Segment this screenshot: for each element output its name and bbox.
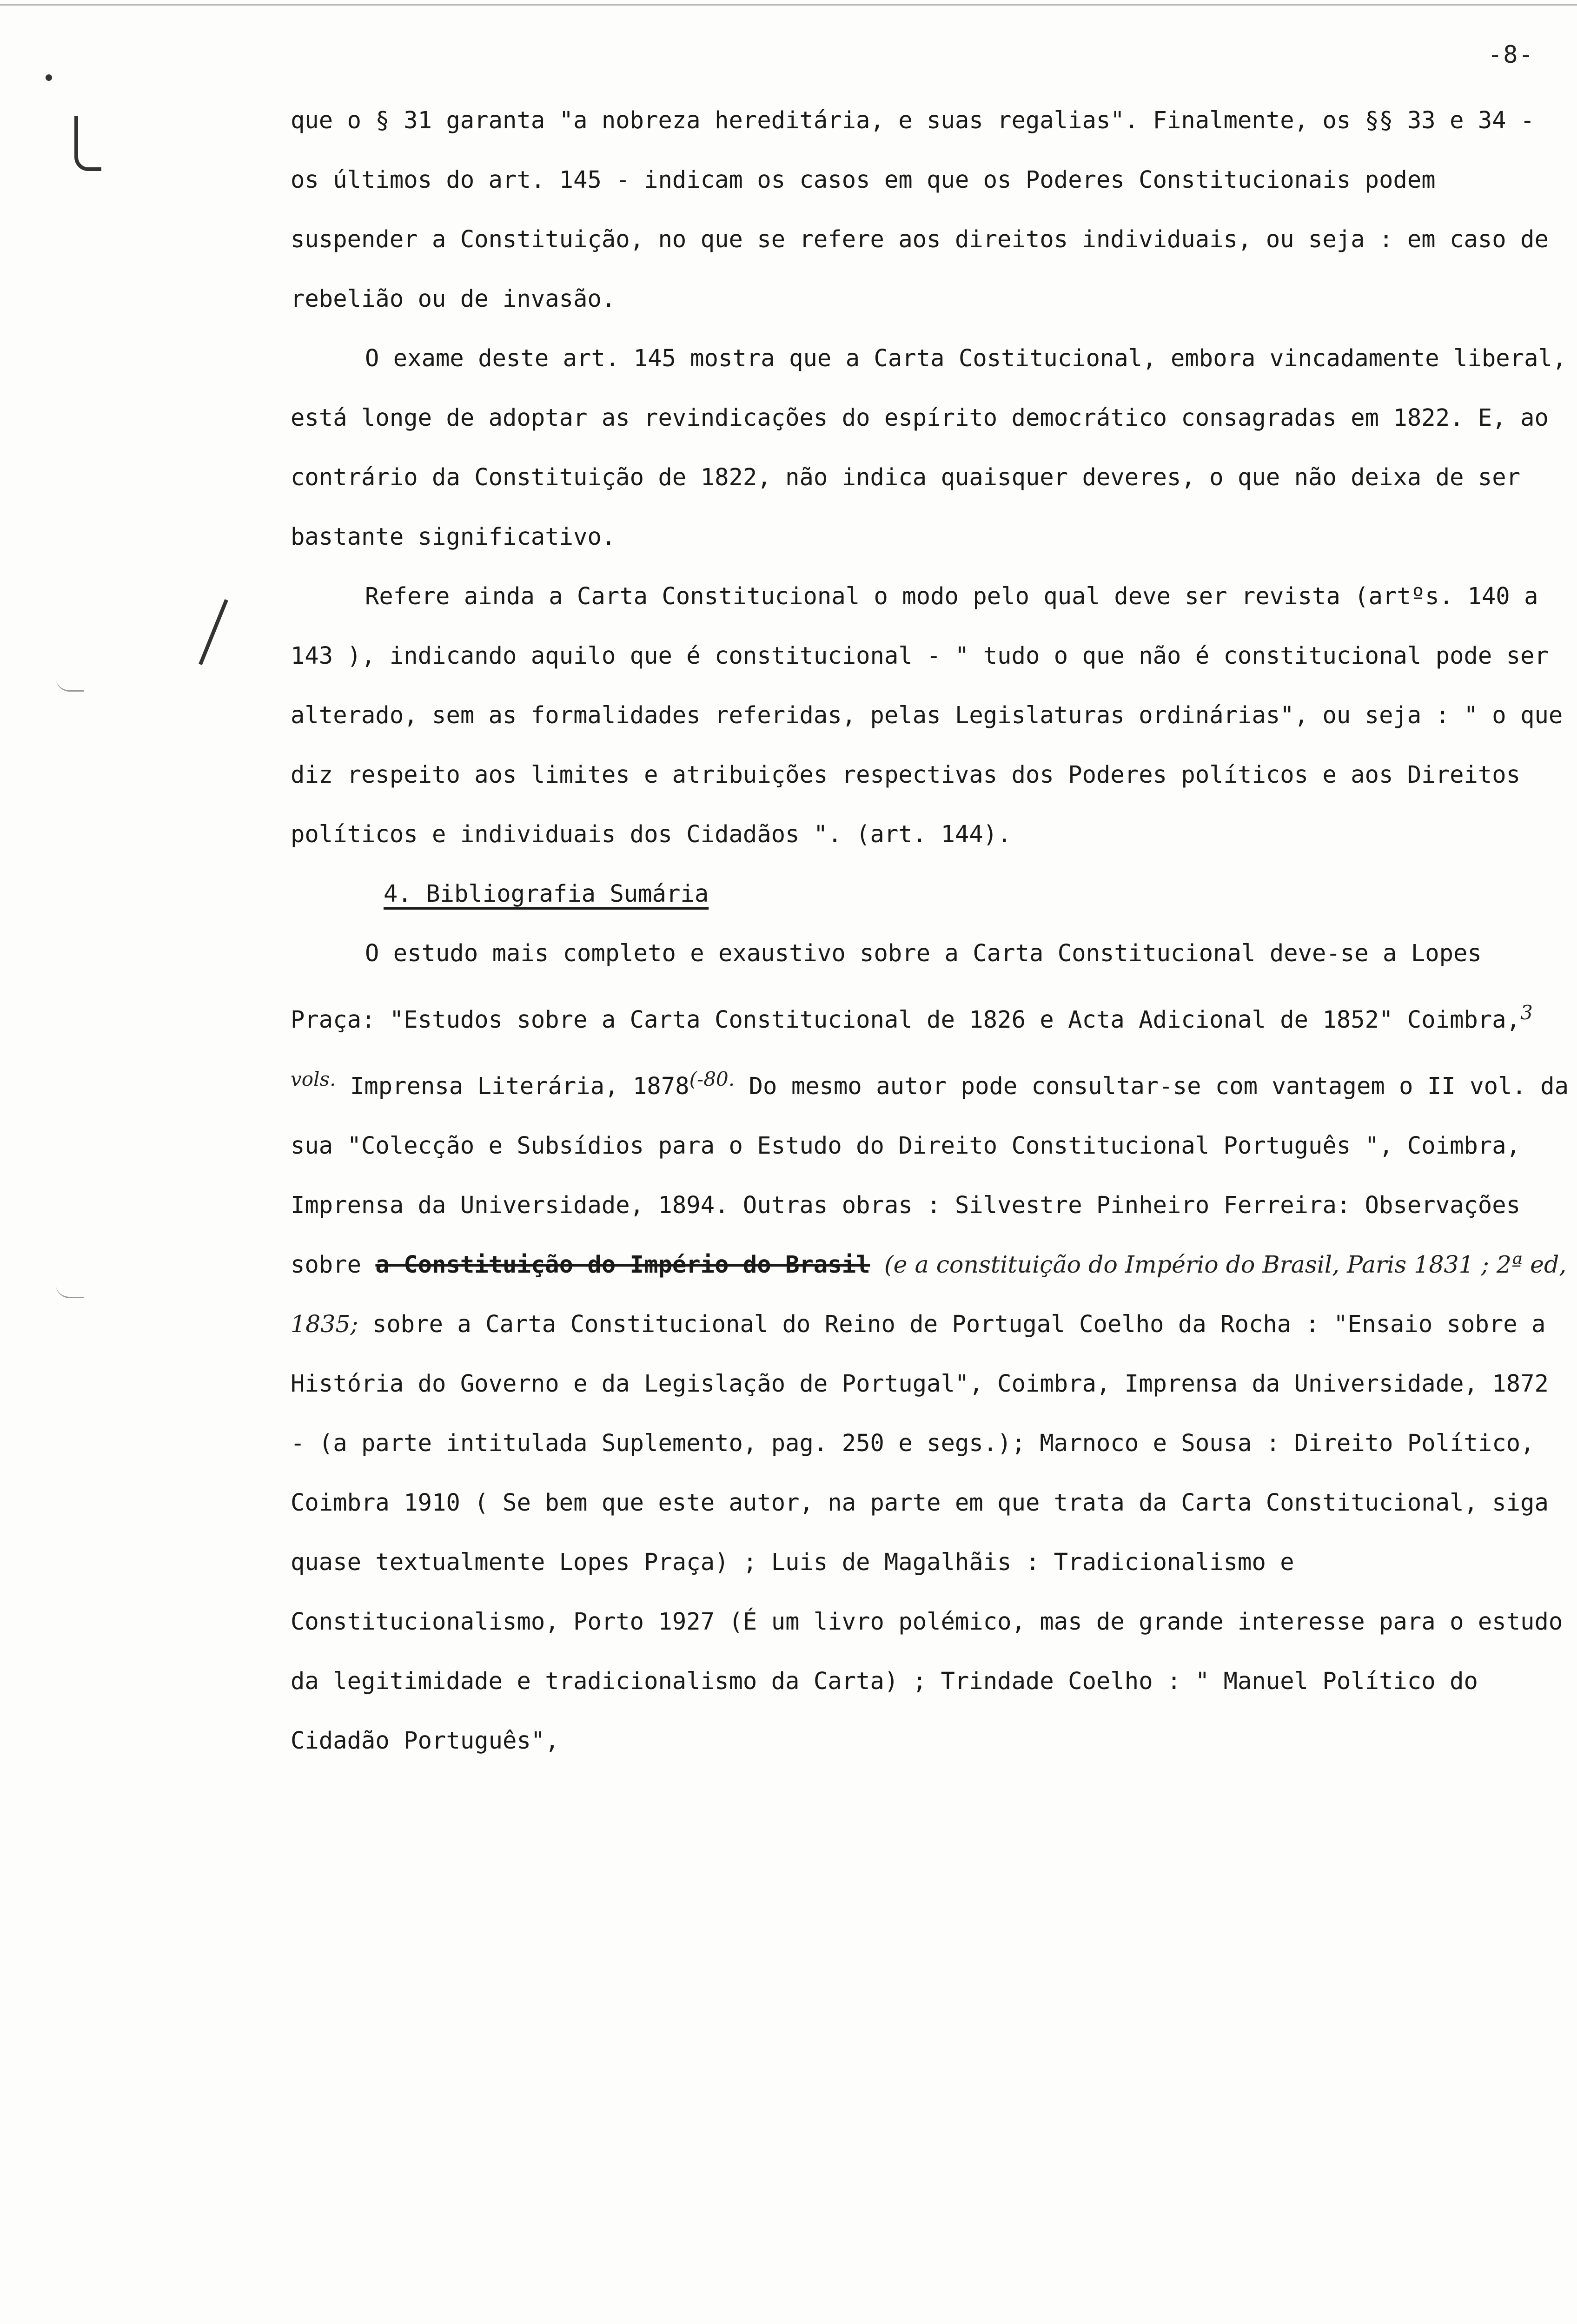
document-body (291, 91, 1574, 1770)
page-number: -8- (1488, 41, 1534, 69)
margin-mark (199, 599, 228, 665)
handwritten-insert: (-80. (689, 1067, 735, 1090)
bibliography-paragraph: O estudo mais completo e exaustivo sobre a Carta Constitucional deve-se a Lopes Praça: "Estudos sobre a Carta Constitucional de 1826 e Acta Adicional de 1852" Coimbra,$^{3 vols.}$ Imprensa Literária, $1878^{(-80.}$ Do mesmo autor pode consultar-se com vantagem o II vol. da sua "Colecção e Subsídios para o Estudo do Direito Constitucional Português ", Coimbra, Imprensa da Universidade, 1894. Outras obras : Silvestre Pinheiro Ferreira: Observações sobre a Constituição do Império do Brasil (e a constituição do Império do Brasil, Paris 1831 ; 2ª ed, 1835; sobre a Carta Constitucional do Reino de Portugal Coelho da Rocha : "Ensaio sobre a História do Governo e da Legislação de Portugal", Coimbra, Imprensa da Universidade, 1872 - (a parte intitulada Suplemento, pag. 250 e segs.); Marnoco e Sousa : Direito Político, Coimbra 1910 ( Se bem que este autor, na parte em que trata da Carta Constitucional, siga quase textualmente Lopes Praça) ; Luis de Magalhãis : Tradicionalismo e Constitucionalismo, Porto 1927 (É um livro polémico, mas de grande interesse para o estudo da legitimidade e tradicionalismo da Carta) ; Trindade Coelho : " Manuel Político do Cidadão Português", (291, 939, 1569, 1754)
handwritten-insert: 3 vols. (291, 1001, 1533, 1090)
paragraph: O exame deste art. 145 mostra que a Carta Costitucional, embora vincadamente liberal, está longe de adoptar as revindicações do espírito democrático consagradas em 1822. E, ao contrário da Constituição de 1822, não indica quaisquer deveres, o que não deixa de ser bastante significativo. (291, 344, 1567, 550)
top-rule (0, 4, 1577, 6)
margin-mark (56, 1283, 84, 1298)
paragraph: Refere ainda a Carta Constitucional o modo pelo qual deve ser revista (artºs. 140 a 143 ), indicando aquilo que é constitucional - " tudo o que não é constitucional pode ser alterado, sem as formalidades referidas, pelas Legislaturas ordinárias", ou seja : " o que diz respeito aos limites e atribuições respectivas dos Poderes políticos e aos Direitos políticos e individuais dos Cidadãos ". (art. 144). (291, 582, 1563, 848)
margin-mark (56, 676, 84, 692)
struck-text: a Constituição do Império do Brasil (375, 1250, 870, 1278)
paragraph: que o § 31 garanta "a nobreza hereditária, e suas regalias". Finalmente, os §§ 33 e 34 - os últimos do art. 145 - indicam os casos em que os Poderes Constitucionais podem suspender a Constituição, no que se refere aos direitos individuais, ou seja : em caso de rebelião ou de invasão. (291, 106, 1549, 312)
margin-mark (74, 116, 101, 171)
handwritten-insert: (e a constituição do Império do Brasil, Paris 1831 ; 2ª ed, 1835; (291, 1250, 1567, 1338)
section-heading: 4. Bibliografia Sumária (384, 880, 709, 907)
margin-mark (46, 74, 52, 81)
